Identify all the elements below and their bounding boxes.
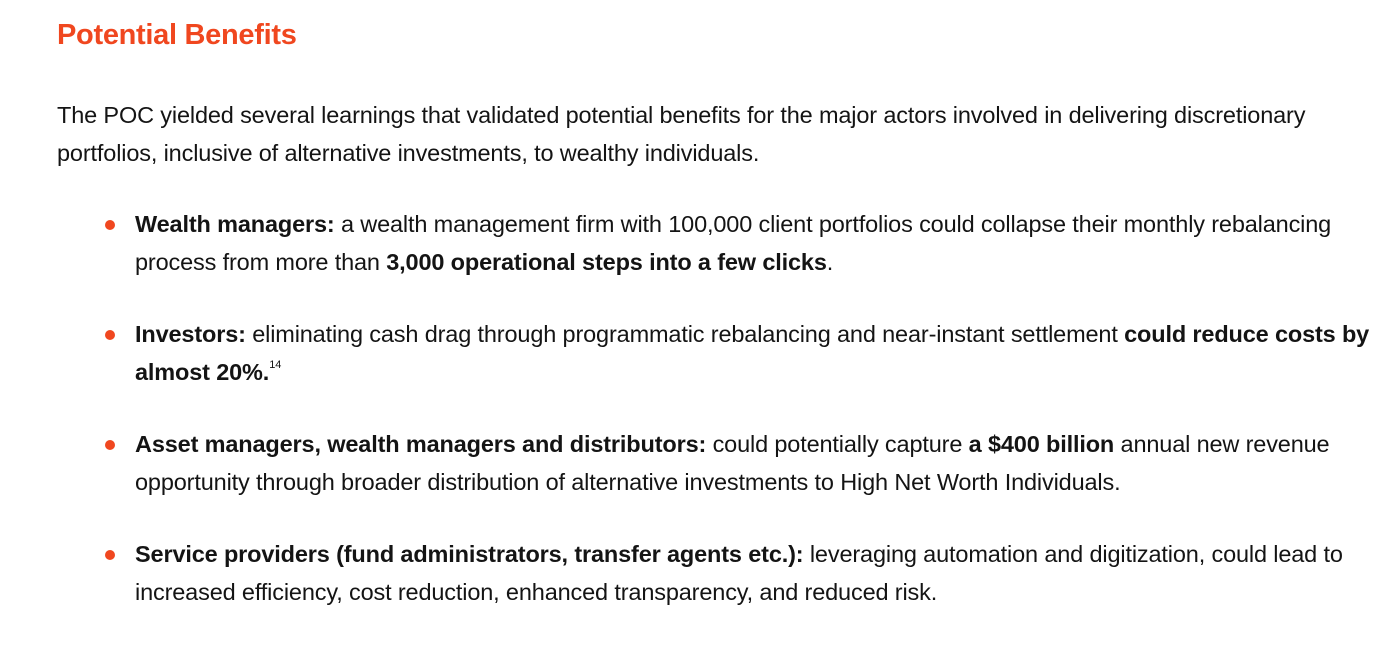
benefits-list — [0, 205, 1400, 645]
bullet-dot-icon — [105, 550, 115, 560]
bullet-dot-icon — [105, 330, 115, 340]
benefit-text: a wealth management firm with 100,000 client portfolios could collapse their monthly rebalancing process from more than — [135, 211, 1332, 275]
benefit-text: leveraging automation and digitization, could lead to increased efficiency, cost reduction, enhanced transparency, and reduced risk. — [135, 541, 1343, 605]
intro-paragraph: The POC yielded several learnings that validated potential benefits for the major actors involved in delivering discretionary portfolios, inclusive of alternative investments, to wealthy individuals. — [57, 102, 1306, 166]
benefit-item-asset-managers — [0, 425, 1375, 501]
benefit-highlight: 3,000 operational steps into a few clicks — [386, 249, 827, 275]
benefit-label: Asset managers, wealth managers and distributors: — [135, 431, 707, 457]
benefit-label: Wealth managers: — [135, 211, 335, 237]
benefit-text: could potentially capture — [706, 431, 969, 457]
benefit-label: Investors: — [135, 321, 246, 347]
benefit-highlight: could reduce costs by almost 20%. — [135, 321, 1370, 385]
benefit-text-end: annual new revenue opportunity through broader distribution of alternative investments to High Net Worth Individuals. — [135, 431, 1330, 495]
benefit-highlight: a $400 billion — [968, 431, 1115, 457]
bullet-dot-icon — [105, 440, 115, 450]
benefit-text-end: . — [826, 249, 834, 275]
section-heading: Potential Benefits — [57, 19, 297, 51]
bullet-dot-icon — [105, 220, 115, 230]
benefit-item-service-providers — [0, 535, 1375, 611]
footnote-reference[interactable]: 14 — [269, 359, 282, 371]
benefit-item-wealth-managers — [0, 205, 1375, 281]
benefit-label: Service providers (fund administrators, transfer agents etc.): — [135, 541, 804, 567]
benefit-item-investors — [0, 315, 1375, 391]
benefit-text: eliminating cash drag through programmatic rebalancing and near-instant settlement — [245, 321, 1125, 347]
